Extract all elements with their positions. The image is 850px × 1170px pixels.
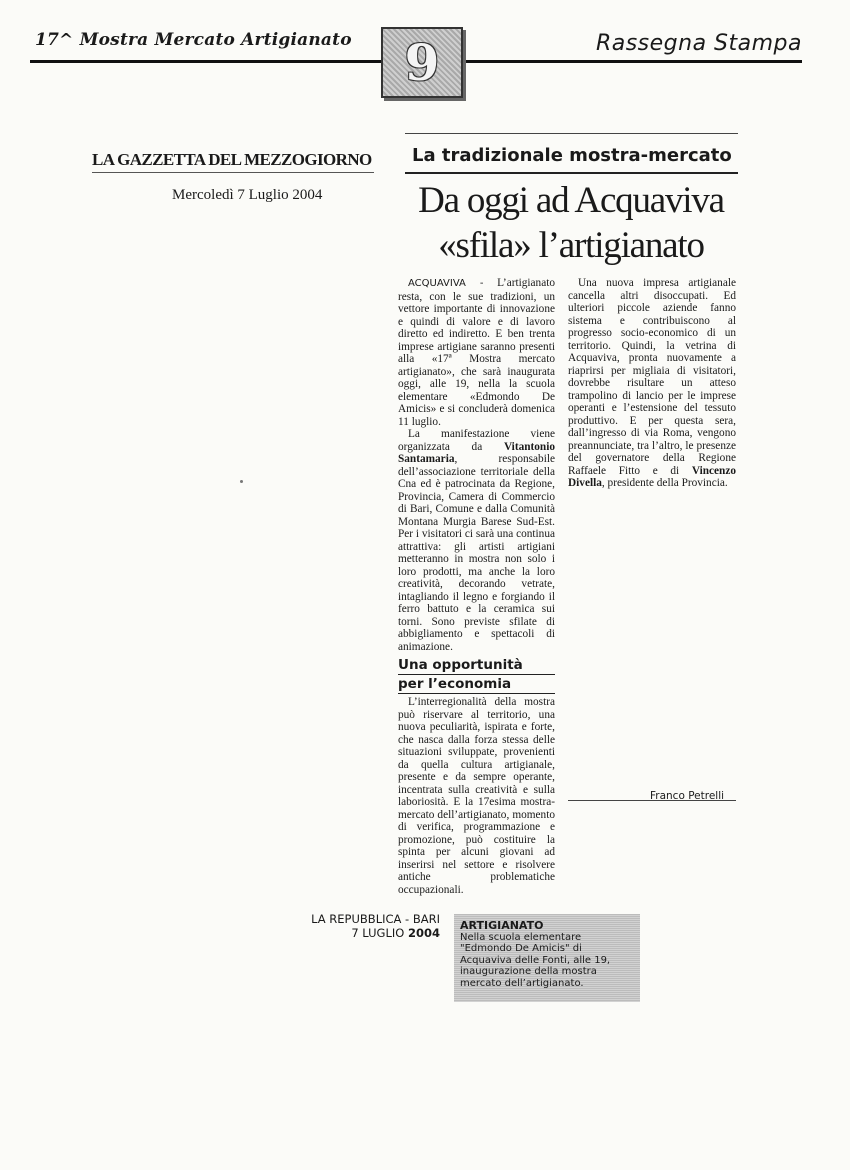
notice-text: Nella scuola elementare "Edmondo De Amicis" di Acquaviva delle Fonti, alle 19, inaugurazione della mostra mercato dell’artigianato. <box>460 931 611 989</box>
repubblica-notice-box <box>454 914 640 1002</box>
gazzetta-masthead: LA GAZZETTA DEL MEZZOGIORNO <box>92 150 372 169</box>
gazzetta-date: Mercoledì 7 Luglio 2004 <box>172 187 323 203</box>
person-name: Vitantonio Santamaria <box>398 440 555 465</box>
article-paragraph <box>568 277 736 490</box>
paragraph-text: La manifestazione viene organizzata da <box>398 428 555 453</box>
page-number-badge: 9 <box>381 27 463 98</box>
paragraph-text: Una nuova impresa artigianale cancella altri disoccupati. Ed ulteriori piccole aziende fanno sistema e contribuiscono al progresso socio-economico di un territorio. Quindi, la vetrina di Acquaviva, pronta nuovamente a riaprirsi per migliaia di visitatori, dovrebbe risultare un atteso trampolino di lancio per le imprese operanti e l’estensione del tessuto produttivo. E per questa sera, dall’ingresso di via Roma, vengono preannunciate, tra l’altro, le presenze del governatore della Regione Raffaele Fitto e di <box>568 277 736 477</box>
paragraph-text: , responsabile dell’associazione territoriale della Cna ed è patrocinata da Regione, Provincia, Camera di Commercio di Bari, Comune e dalla Comunità Montana Murgia Barese Sud-Est. Per i visitatori ci sarà una continua attrattiva: gli artisti artigiani metteranno in mostra non solo i loro prodotti, ma anche la loro creatività, decorando vetrate, intagliando il legno e forgiando il ferro battuto e la ceramica sui torni. Sono previste sfilate di abbigliamento e spettacoli di animazione. <box>398 453 555 653</box>
header-right-title: Rassegna Stampa <box>595 31 802 56</box>
kicker-rule <box>405 172 738 174</box>
date-text: 7 LUGLIO <box>351 926 408 940</box>
article-subhead <box>398 656 555 694</box>
date-year: 2004 <box>407 926 440 940</box>
article-paragraph <box>398 277 555 428</box>
article-kicker: La tradizionale mostra-mercato <box>412 145 732 166</box>
article-top-rule <box>405 133 738 134</box>
repubblica-date <box>300 926 440 940</box>
article-column-right <box>568 277 736 490</box>
article-column-left <box>398 277 555 896</box>
subhead-line: per l’economia <box>398 675 555 694</box>
repubblica-source <box>300 912 440 940</box>
paragraph-text: L’artigianato resta, con le sue tradizioni, un vettore importante di innovazione e quindi di valore e di lavoro diretto ed indiretto. E ben trenta imprese artigiane saranno presenti alla «17ª Mostra mercato artigianato», che sarà inaugurata oggi, alle 19, nella la scuola elementare «Edmondo De Amicis» e si concluderà domenica 11 luglio. <box>398 277 555 428</box>
article-headline <box>396 178 746 268</box>
person-name: Vincenzo Divella <box>568 464 736 489</box>
notice-title: ARTIGIANATO <box>460 919 544 932</box>
section-title: 17^ Mostra Mercato Artigianato <box>35 30 352 50</box>
repubblica-masthead: LA REPUBBLICA - BARI <box>311 912 440 926</box>
scan-speck <box>240 480 243 483</box>
article-byline: Franco Petrelli <box>650 790 725 802</box>
article-paragraph <box>398 428 555 653</box>
masthead-rule <box>92 172 374 173</box>
headline-line: Da oggi ad Acquaviva <box>418 180 724 221</box>
article-paragraph: L’interregionalità della mostra può riservare al territorio, una nuova peculiarità, ispirata e forte, che nasca dalla forza stessa delle situazioni sviluppate, provenienti da quella cultura artigianale, presente e da sempre operante, incentrata sulla creatività e sulla laboriosità. E la 17esima mostra-mercato dell’artigianato, momento di verifica, programmazione e promozione, può costituire la spinta per alcuni giovani ad inserirsi nel settore e risolvere antiche problematiche occupazionali. <box>398 696 555 896</box>
dateline: ACQUAVIVA - <box>408 278 484 289</box>
subhead-line: Una opportunità <box>398 656 555 675</box>
paragraph-text: , presidente della Provincia. <box>601 477 728 489</box>
headline-line: «sfila» l’artigianato <box>438 225 704 266</box>
